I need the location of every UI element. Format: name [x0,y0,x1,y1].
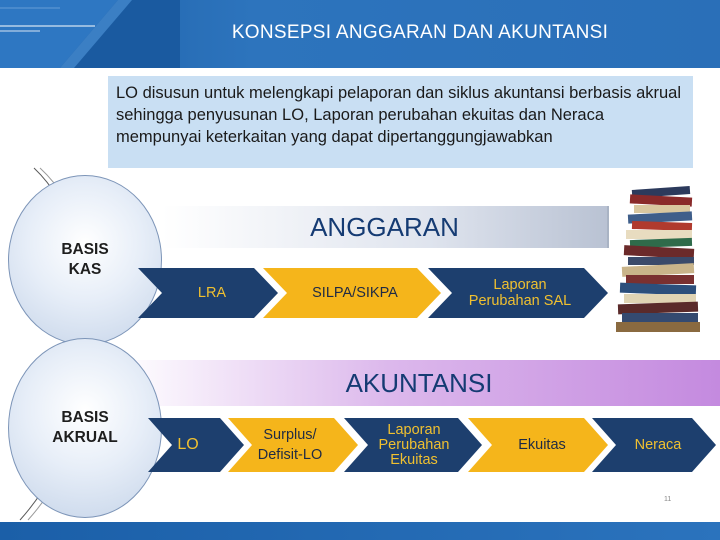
basis-akrual-label-line2: AKRUAL [52,429,118,446]
akuntansi-step-lo-label: LO [177,436,199,453]
anggaran-step-silpa-label: SILPA/SIKPA [312,285,398,301]
akuntansi-step-neraca-label: Neraca [634,437,682,453]
basis-akrual-label-line1: BASIS [61,409,109,426]
basis-kas-circle [8,175,162,345]
basis-kas-label-line2: KAS [68,261,102,278]
anggaran-banner: ANGGARAN [162,206,609,248]
akuntansi-step-surplus-defisit-label: Surplus/ Defisit-LO [257,427,323,463]
anggaran-step-perubahan-sal-label: Laporan Perubahan SAL [468,277,572,309]
anggaran-step-lra-label: LRA [197,285,227,301]
basis-kas-label-line1: BASIS [61,241,109,258]
books-stack-icon [612,186,712,334]
basis-akrual-circle [8,338,162,518]
slide-title: KONSEPSI ANGGARAN DAN AKUNTANSI [231,22,609,43]
bottom-bar [0,522,720,540]
akuntansi-banner: AKUNTANSI [118,360,720,406]
akuntansi-step-perubahan-ekuitas-label: Laporan Perubahan Ekuitas [378,421,450,468]
page-number: 11 [664,496,672,503]
slide-header [0,0,720,68]
intro-text-box: LO disusun untuk melengkapi pelaporan dan siklus akuntansi berbasis akrual sehingga penyusunan LO, Laporan perubahan ekuitas dan Neraca mempunyai keterkaitan yang dapat dipertanggungjawabkan [108,76,693,168]
akuntansi-step-ekuitas-label: Ekuitas [518,437,566,453]
